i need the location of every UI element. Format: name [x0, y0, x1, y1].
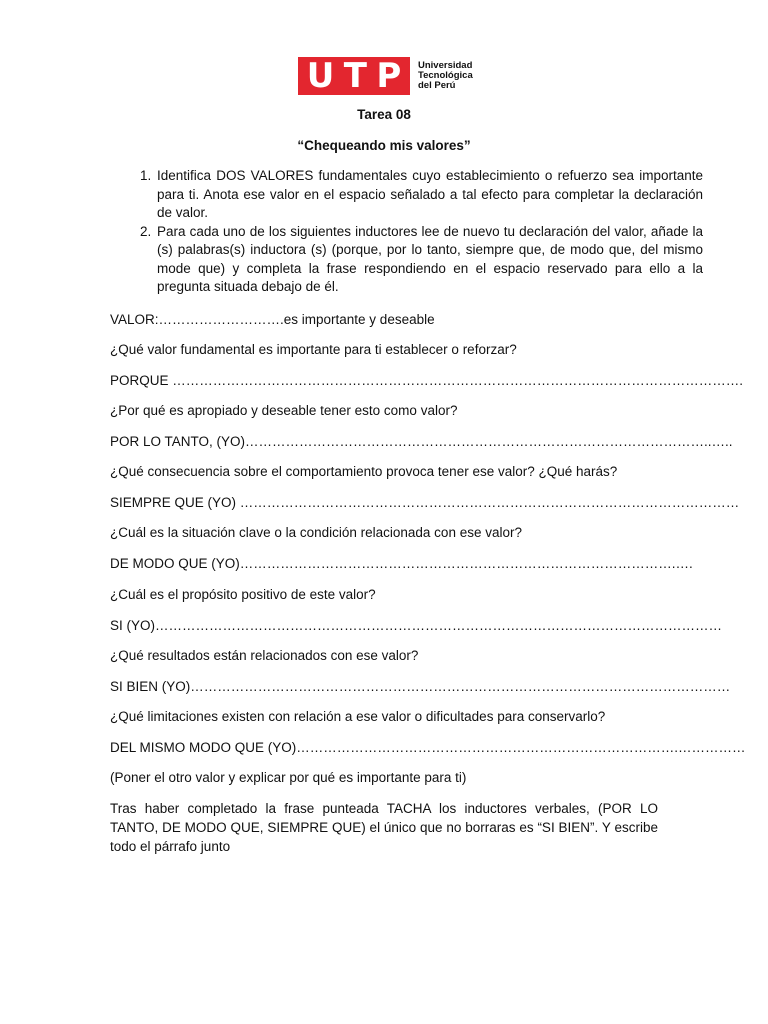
closing-paragraph: Tras haber completado la frase punteada TACHA los inductores verbales, (POR LO TANTO, DE MODO QUE, SIEMPRE QUE) el único que no borraras es “SI BIEN”. Y escribe todo el párrafo junto — [110, 801, 658, 854]
answer-line: SI (YO)……………………………………………………………………………………………………………… — [110, 618, 723, 633]
document-title: Tarea 08 — [357, 107, 411, 122]
logo-letter-u: U — [306, 56, 335, 96]
question-line: ¿Cuál es el propósito positivo de este valor? — [110, 587, 376, 602]
answer-line: SIEMPRE QUE (YO) ………………………………………………………………………………………………… — [110, 495, 740, 510]
question-line: ¿Qué resultados están relacionados con ese valor? — [110, 648, 419, 663]
answer-line: SI BIEN (YO)………………………………………………………………………………………………………… — [110, 679, 731, 694]
logo-line: Universidad — [418, 60, 473, 71]
logo-line: del Perú — [418, 80, 456, 91]
logo-letter-t: T — [343, 56, 367, 96]
logo-text — [418, 61, 473, 91]
answer-line: DEL MISMO MODO QUE (YO)………………………………………………………………………….…………… — [110, 740, 746, 755]
answer-line: PORQUE ………………………………………………………………………………………………………………. — [110, 373, 744, 388]
valor-line: VALOR:……………………….es importante y deseable — [110, 312, 435, 327]
logo-block — [298, 57, 410, 95]
document-subtitle: “Chequeando mis valores” — [297, 138, 471, 153]
answer-line: DE MODO QUE (YO)…………………………………………………………………………………….…. — [110, 556, 693, 571]
logo-line: Tecnológica — [418, 70, 473, 81]
question-line: ¿Qué limitaciones existen con relación a ese valor o dificultades para conservarlo? — [110, 709, 606, 724]
instructions-list — [110, 167, 703, 297]
question-line: ¿Por qué es apropiado y deseable tener esto como valor? — [110, 403, 458, 418]
logo-letter-p: P — [376, 56, 402, 96]
question-line: ¿Qué consecuencia sobre el comportamiento provoca tener ese valor? ¿Qué harás? — [110, 464, 618, 479]
note-line: (Poner el otro valor y explicar por qué es importante para ti) — [110, 770, 467, 785]
question-line: ¿Cuál es la situación clave o la condición relacionada con ese valor? — [110, 525, 522, 540]
instruction-item: 1. Identifica DOS VALORES fundamentales cuyo establecimiento o refuerzo sea importante para ti. Anota ese valor en el espacio señalado a tal efecto para completar la declaración de valor. — [155, 167, 703, 223]
instruction-item: 2. Para cada uno de los siguientes inductores lee de nuevo tu declaración del valor, añade la (s) palabras(s) inductora (s) (porque, por lo tanto, siempre que, de modo que, del mismo mode que) y completa la frase respondiendo en el espacio reservado para ello a la pregunta situada debajo de él. — [155, 223, 703, 297]
answer-line: POR LO TANTO, (YO)…………………………………………………………………………………………..….. — [110, 434, 733, 449]
question-line: ¿Qué valor fundamental es importante para ti establecer o reforzar? — [110, 342, 517, 357]
utp-logo — [298, 57, 473, 95]
